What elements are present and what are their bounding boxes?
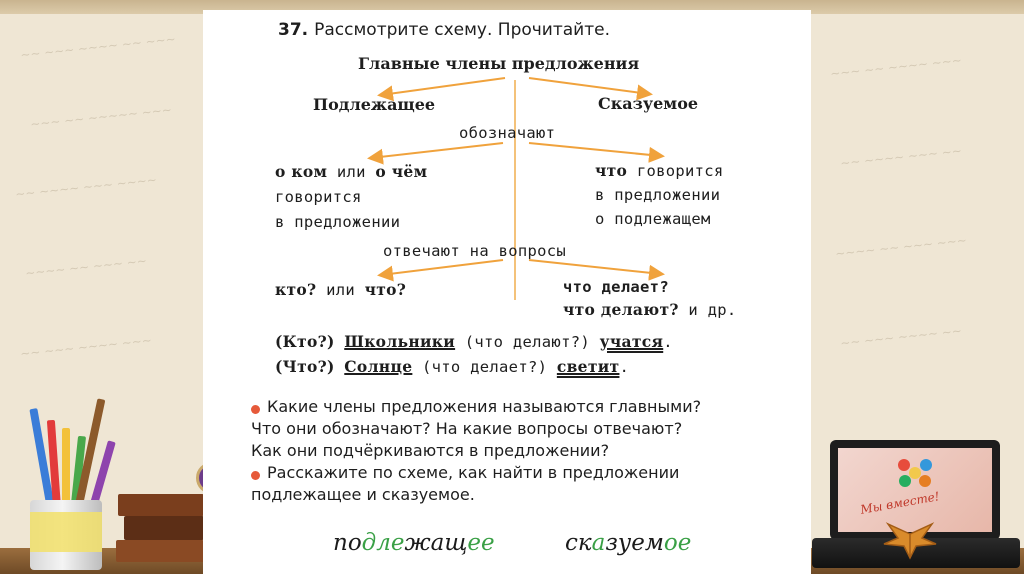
book: [116, 540, 204, 562]
vocab-part-highlight: ее: [467, 530, 495, 556]
example-period: .: [619, 358, 630, 376]
textbook-page: [203, 10, 811, 574]
example-sentence-2: [275, 357, 629, 376]
book: [124, 516, 204, 540]
subject-meaning-or: или: [336, 163, 366, 181]
predicate-meaning-line2: в предложении: [595, 186, 721, 204]
vocab-part-highlight: ое: [663, 530, 692, 556]
predicate-meaning-line3: о подлежащем: [595, 210, 711, 228]
arrow-to-predicate-questions: [529, 260, 661, 274]
background-scribble: ~~ ~~~~ ~~~ ~~~~: [14, 172, 158, 202]
answers-label: отвечают на вопросы: [383, 242, 567, 260]
arrow-to-subject: [381, 78, 505, 95]
example-question-subject: (Что?): [275, 357, 335, 376]
background-scribble: ~~ ~~~ ~~~~ ~~ ~~~: [19, 31, 177, 63]
vocab-part: зуем: [605, 530, 664, 556]
predicate-meaning-line1: [595, 161, 724, 180]
task-bullet-icon: [251, 471, 260, 480]
predicate-meaning-keyword: что: [595, 161, 628, 180]
subject-question-or: или: [326, 281, 355, 299]
task-1-line1: Какие члены предложения называются главными?: [267, 397, 702, 416]
background-scribble: ~~ ~~~ ~~~~ ~~: [839, 323, 963, 351]
predicate-question-line1: что делает?: [563, 278, 669, 296]
example-question-predicate: (что делает?): [422, 358, 548, 376]
task-bullet-icon: [251, 405, 260, 414]
subject-meaning-keyword: о чём: [375, 162, 428, 181]
predicate-question-plural: что делают?: [563, 300, 679, 319]
arrow-to-predicate-meaning: [529, 143, 661, 156]
arrow-to-subject-questions: [381, 260, 503, 275]
colorful-hands-icon: [895, 455, 935, 489]
subject-question-what: что?: [364, 280, 407, 299]
denote-label: обозначают: [459, 124, 556, 142]
background-scribble: ~~ ~~~~ ~~~ ~~: [839, 143, 963, 171]
sticky-note: [30, 512, 102, 552]
subject-meaning-line3: в предложении: [275, 213, 401, 231]
exercise-instruction: Рассмотрите схему. Прочитайте.: [314, 20, 610, 40]
subject-questions: [275, 280, 406, 299]
predicate-meaning-text: говорится: [636, 162, 724, 180]
task-1-line2: Что они обозначают? На какие вопросы отвечают?: [251, 419, 683, 438]
vocab-part: по: [333, 530, 362, 556]
vocab-part: ск: [565, 530, 592, 556]
example-subject: Школьники: [344, 332, 456, 351]
example-period: .: [663, 333, 673, 351]
autumn-leaf-icon: [880, 510, 940, 560]
predicate-question-line2: [563, 300, 737, 319]
subject-meaning-keyword: о ком: [275, 162, 328, 181]
subject-meaning-line1: [275, 162, 427, 181]
exercise-number: 37.: [278, 20, 309, 40]
vocab-part: жащ: [404, 530, 468, 556]
vocab-part-highlight: дле: [361, 530, 405, 556]
arrow-to-subject-meaning: [371, 143, 503, 158]
book: [118, 494, 204, 516]
task-2-line1: Расскажите по схеме, как найти в предложении: [267, 463, 680, 482]
subject-meaning-line2: говорится: [275, 188, 362, 206]
predicate-heading: Сказуемое: [598, 94, 699, 113]
background-scribble: ~~ ~~~ ~~~~ ~~~: [19, 333, 153, 361]
background-scribble: ~~~~ ~~ ~~~ ~~~: [834, 233, 968, 261]
subject-heading: Подлежащее: [313, 95, 436, 114]
example-predicate: светит: [556, 357, 620, 376]
task-2-line2: подлежащее и сказуемое.: [251, 485, 475, 504]
background-scribble: ~~~ ~~ ~~~~ ~~~: [829, 53, 963, 81]
subject-question-who: кто?: [275, 280, 317, 299]
example-subject: Солнце: [344, 357, 413, 376]
arrow-to-predicate: [529, 78, 649, 94]
example-predicate: учатся: [599, 332, 664, 351]
background-scribble: ~~~ ~~ ~~~~~ ~~~: [29, 102, 173, 132]
laptop-caption: Мы вместе!: [859, 489, 941, 517]
scheme-title: Главные члены предложения: [358, 54, 640, 73]
task-1-line3: Как они подчёркиваются в предложении?: [251, 441, 610, 460]
vocab-word-predicate: [565, 530, 691, 556]
vocab-word-subject: [333, 530, 495, 556]
vocab-part-highlight: а: [591, 530, 606, 556]
predicate-question-etc: и др.: [688, 301, 737, 319]
example-question-subject: (Кто?): [275, 332, 335, 351]
example-sentence-1: [275, 332, 673, 351]
background-scribble: ~~~~ ~~ ~~~ ~~: [24, 253, 148, 281]
example-question-predicate: (что делают?): [464, 333, 590, 351]
